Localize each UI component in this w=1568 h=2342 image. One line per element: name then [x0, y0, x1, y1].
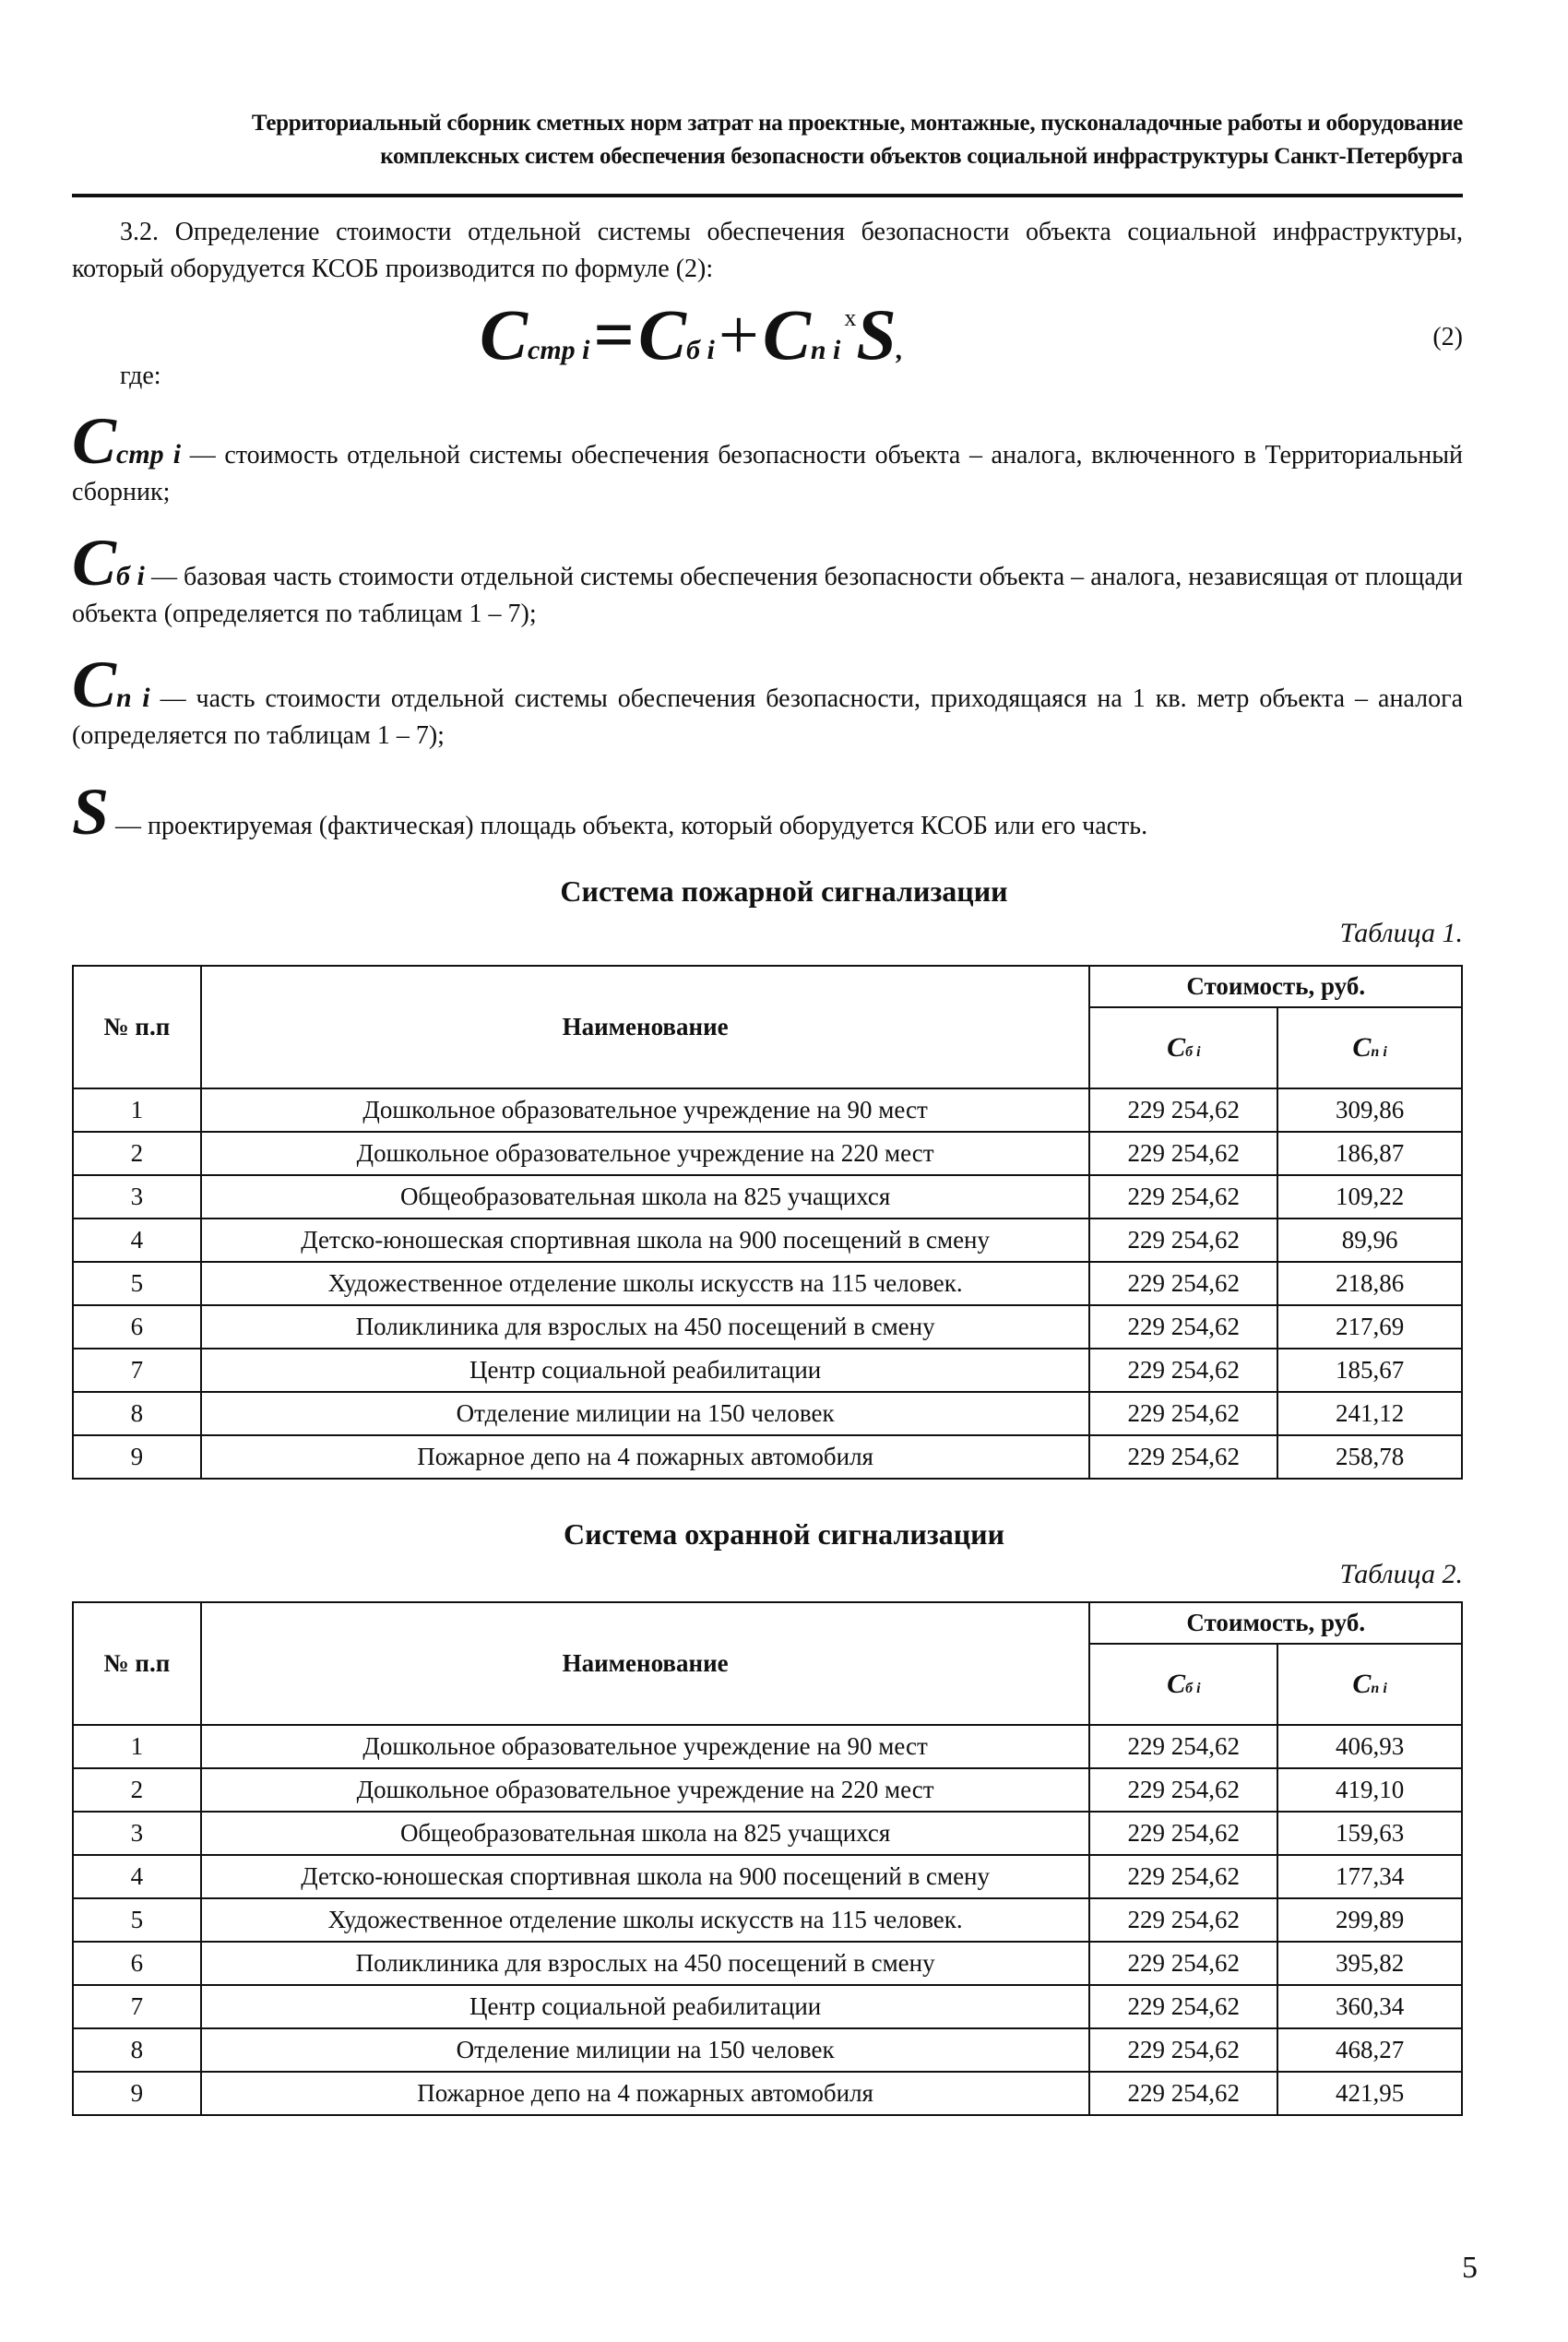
header-rule	[72, 194, 1463, 197]
cell-cn: 395,82	[1277, 1942, 1462, 1985]
table-row	[73, 1392, 1462, 1435]
table-row	[73, 1132, 1462, 1175]
cell-num: 3	[73, 1812, 201, 1855]
cell-cn: 218,86	[1277, 1262, 1462, 1305]
cell-num: 1	[73, 1725, 201, 1768]
cell-num: 8	[73, 2028, 201, 2072]
table-row	[73, 1262, 1462, 1305]
table-row	[73, 1219, 1462, 1262]
cell-num: 2	[73, 1132, 201, 1175]
definition-c-b: Cб i — базовая часть стоимости отдельной системы обеспечения безопасности объекта – аналога, независящая от площади объекта (определяется по таблицам 1 – 7);	[72, 526, 1463, 628]
cell-cb: 229 254,62	[1089, 1898, 1277, 1942]
header-cost: Стоимость, руб.	[1089, 966, 1462, 1007]
cell-cb: 229 254,62	[1089, 1088, 1277, 1132]
cell-name: Дошкольное образовательное учреждение на 220 мест	[201, 1768, 1090, 1812]
cell-name: Центр социальной реабилитации	[201, 1349, 1090, 1392]
cell-cb: 229 254,62	[1089, 1219, 1277, 1262]
header-num: № п.п	[73, 1602, 201, 1725]
cell-cb: 229 254,62	[1089, 1349, 1277, 1392]
definition-s: S — проектируемая (фактическая) площадь объекта, который оборудуется КСОБ или его часть.	[72, 775, 1148, 849]
cell-cn: 241,12	[1277, 1392, 1462, 1435]
cell-num: 2	[73, 1768, 201, 1812]
header-cb: Cб i	[1089, 1007, 1277, 1088]
table-row	[73, 1175, 1462, 1219]
running-header-line2: комплексных систем обеспечения безопасности объектов социальной инфраструктуры Санкт-Петербурга	[380, 144, 1463, 169]
cell-cb: 229 254,62	[1089, 1132, 1277, 1175]
cell-cn: 177,34	[1277, 1855, 1462, 1898]
cell-num: 6	[73, 1305, 201, 1349]
header-cn: Cп i	[1277, 1007, 1462, 1088]
cell-cn: 217,69	[1277, 1305, 1462, 1349]
page-number: 5	[1462, 2251, 1478, 2285]
definition-c-str: Cстр i — стоимость отдельной системы обеспечения безопасности объекта – аналога, включенного в Территориальный сборник;	[72, 404, 1463, 506]
cell-num: 9	[73, 1435, 201, 1479]
cell-cb: 229 254,62	[1089, 2072, 1277, 2115]
header-name: Наименование	[201, 966, 1090, 1088]
cell-num: 6	[73, 1942, 201, 1985]
cell-name: Общеобразовательная школа на 825 учащихся	[201, 1812, 1090, 1855]
cell-num: 5	[73, 1898, 201, 1942]
intro-paragraph: 3.2. Определение стоимости отдельной системы обеспечения безопасности объекта социальной инфраструктуры, который оборудуется КСОБ производится по формуле (2):	[72, 218, 1463, 283]
formula-number: (2)	[1432, 323, 1463, 351]
table2-number: Таблица 2.	[1339, 1559, 1463, 1589]
cell-num: 8	[73, 1392, 201, 1435]
cell-cb: 229 254,62	[1089, 1435, 1277, 1479]
cell-name: Художественное отделение школы искусств на 115 человек.	[201, 1262, 1090, 1305]
cell-name: Дошкольное образовательное учреждение на 90 мест	[201, 1088, 1090, 1132]
table-row	[73, 1812, 1462, 1855]
table-row	[73, 1768, 1462, 1812]
cell-cb: 229 254,62	[1089, 1175, 1277, 1219]
header-cost: Стоимость, руб.	[1089, 1602, 1462, 1644]
cell-cn: 258,78	[1277, 1435, 1462, 1479]
cell-cn: 309,86	[1277, 1088, 1462, 1132]
cell-cn: 468,27	[1277, 2028, 1462, 2072]
table-row	[73, 1985, 1462, 2028]
cell-name: Центр социальной реабилитации	[201, 1985, 1090, 2028]
header-num: № п.п	[73, 966, 201, 1088]
cell-name: Детско-юношеская спортивная школа на 900 посещений в смену	[201, 1219, 1090, 1262]
definition-c-n: Cп i — часть стоимости отдельной системы обеспечения безопасности, приходящаяся на 1 кв. метр объекта – аналога (определяется по таблицам 1 – 7);	[72, 648, 1463, 750]
cell-cn: 299,89	[1277, 1898, 1462, 1942]
cell-num: 4	[73, 1855, 201, 1898]
cell-cn: 185,67	[1277, 1349, 1462, 1392]
table-row	[73, 1898, 1462, 1942]
table-row	[73, 1305, 1462, 1349]
cell-num: 3	[73, 1175, 201, 1219]
cell-cn: 186,87	[1277, 1132, 1462, 1175]
cell-num: 7	[73, 1349, 201, 1392]
running-header-line1: Территориальный сборник сметных норм затрат на проектные, монтажные, пусконаладочные работы и оборудование	[251, 111, 1463, 136]
header-name: Наименование	[201, 1602, 1090, 1725]
cell-name: Художественное отделение школы искусств на 115 человек.	[201, 1898, 1090, 1942]
cell-cn: 419,10	[1277, 1768, 1462, 1812]
cell-name: Отделение милиции на 150 человек	[201, 2028, 1090, 2072]
table-row	[73, 1088, 1462, 1132]
cell-num: 7	[73, 1985, 201, 2028]
table-row	[73, 1942, 1462, 1985]
table-row	[73, 1435, 1462, 1479]
header-cn: Cп i	[1277, 1644, 1462, 1725]
cell-name: Поликлиника для взрослых на 450 посещений в смену	[201, 1942, 1090, 1985]
cell-cb: 229 254,62	[1089, 1942, 1277, 1985]
cell-name: Пожарное депо на 4 пожарных автомобиля	[201, 2072, 1090, 2115]
table-security-alarm	[72, 1601, 1463, 2116]
table2-title: Система охранной сигнализации	[563, 1517, 1004, 1551]
cell-name: Общеобразовательная школа на 825 учащихся	[201, 1175, 1090, 1219]
table1-title: Система пожарной сигнализации	[560, 874, 1008, 908]
cell-name: Детско-юношеская спортивная школа на 900 посещений в смену	[201, 1855, 1090, 1898]
table-row	[73, 1349, 1462, 1392]
table-row	[73, 1855, 1462, 1898]
cell-cn: 159,63	[1277, 1812, 1462, 1855]
table-row	[73, 2072, 1462, 2115]
cell-cb: 229 254,62	[1089, 1985, 1277, 2028]
cell-cb: 229 254,62	[1089, 1855, 1277, 1898]
table-row	[73, 2028, 1462, 2072]
header-cb: Cб i	[1089, 1644, 1277, 1725]
cell-num: 9	[73, 2072, 201, 2115]
cell-cn: 89,96	[1277, 1219, 1462, 1262]
cell-cb: 229 254,62	[1089, 1392, 1277, 1435]
table1-number: Таблица 1.	[1339, 918, 1463, 948]
cell-cn: 109,22	[1277, 1175, 1462, 1219]
cell-cb: 229 254,62	[1089, 1305, 1277, 1349]
cell-name: Отделение милиции на 150 человек	[201, 1392, 1090, 1435]
cell-name: Дошкольное образовательное учреждение на 220 мест	[201, 1132, 1090, 1175]
cell-cb: 229 254,62	[1089, 1768, 1277, 1812]
cell-cb: 229 254,62	[1089, 1812, 1277, 1855]
formula: Cстр i = Cб i + Cп i xS,	[480, 294, 904, 374]
cell-cb: 229 254,62	[1089, 1262, 1277, 1305]
cell-cb: 229 254,62	[1089, 2028, 1277, 2072]
cell-name: Дошкольное образовательное учреждение на 90 мест	[201, 1725, 1090, 1768]
cell-cn: 406,93	[1277, 1725, 1462, 1768]
cell-num: 5	[73, 1262, 201, 1305]
cell-num: 4	[73, 1219, 201, 1262]
cell-cb: 229 254,62	[1089, 1725, 1277, 1768]
cell-num: 1	[73, 1088, 201, 1132]
table-row	[73, 1725, 1462, 1768]
cell-name: Поликлиника для взрослых на 450 посещений в смену	[201, 1305, 1090, 1349]
cell-name: Пожарное депо на 4 пожарных автомобиля	[201, 1435, 1090, 1479]
cell-cn: 421,95	[1277, 2072, 1462, 2115]
where-label: где:	[120, 362, 161, 390]
cell-cn: 360,34	[1277, 1985, 1462, 2028]
table-fire-alarm	[72, 965, 1463, 1480]
